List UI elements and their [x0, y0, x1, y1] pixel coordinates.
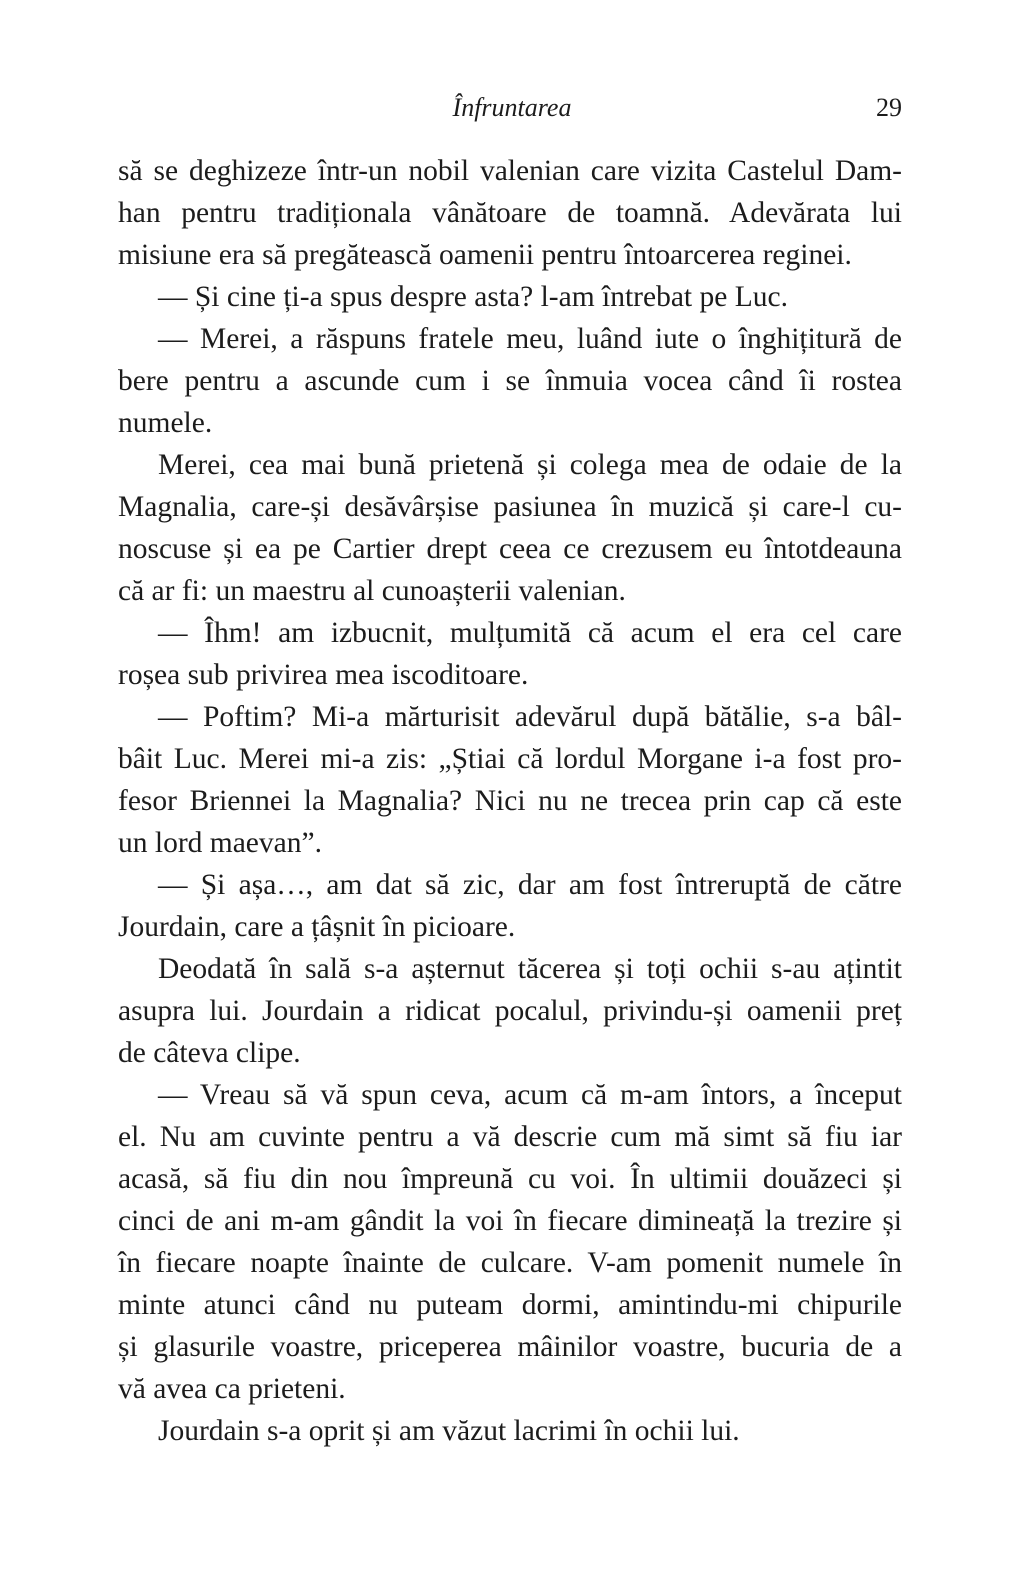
- paragraph: [118, 150, 902, 276]
- text-line: — Îhm! am izbucnit, mulțumită că acum el era cel care: [158, 617, 902, 649]
- text-line: — Și cine ți-a spus despre asta? l-am întrebat pe Luc.: [158, 281, 788, 313]
- text-line: roșea sub privirea mea iscoditoare.: [118, 659, 529, 691]
- text-line: și glasurile voastre, priceperea mâinilor voastre, bucuria de a: [118, 1331, 902, 1363]
- text-line: — Și așa…, am dat să zic, dar am fost întreruptă de către: [158, 869, 902, 901]
- text-line: — Poftim? Mi-a mărturisit adevărul după bătălie, s-a bâl-: [158, 701, 902, 733]
- text-line: minte atunci când nu puteam dormi, amintindu-mi chipurile: [118, 1289, 902, 1321]
- paragraph: [118, 696, 902, 864]
- paragraph: [118, 444, 902, 612]
- running-head: [0, 88, 1024, 128]
- text-line: — Merei, a răspuns fratele meu, luând iute o înghițitură de: [158, 323, 902, 355]
- paragraph: [118, 1410, 902, 1452]
- paragraph: [118, 948, 902, 1074]
- text-line: că ar fi: un maestru al cunoașterii valenian.: [118, 575, 626, 607]
- paragraph: [118, 864, 902, 948]
- text-line: bâit Luc. Merei mi-a zis: „Știai că lordul Morgane i-a fost pro-: [118, 743, 902, 775]
- text-line: misiune era să pregătească oamenii pentru întoarcerea reginei.: [118, 239, 852, 271]
- paragraph: [118, 318, 902, 444]
- paragraph: [118, 1074, 902, 1410]
- text-line: fesor Briennei la Magnalia? Nici nu ne trecea prin cap că este: [118, 785, 902, 817]
- text-line: han pentru tradiționala vânătoare de toamnă. Adevărata lui: [118, 197, 902, 229]
- running-title: Înfruntarea: [452, 93, 572, 122]
- text-line: numele.: [118, 407, 213, 439]
- text-line: bere pentru a ascunde cum i se înmuia vocea când îi rostea: [118, 365, 902, 397]
- paragraph: [118, 276, 902, 318]
- text-line: în fiecare noapte înainte de culcare. V-am pomenit numele în: [118, 1247, 902, 1279]
- text-line: noscuse și ea pe Cartier drept ceea ce crezusem eu întotdeauna: [118, 533, 902, 565]
- text-line: cinci de ani m-am gândit la voi în fiecare dimineață la trezire și: [118, 1205, 902, 1237]
- paragraph: [118, 612, 902, 696]
- text-line: Merei, cea mai bună prietenă și colega mea de odaie de la: [158, 449, 902, 481]
- text-line: asupra lui. Jourdain a ridicat pocalul, privindu-și oamenii preț: [118, 995, 902, 1027]
- text-line: de câteva clipe.: [118, 1037, 301, 1069]
- body-text: [118, 150, 902, 1452]
- text-line: vă avea ca prieteni.: [118, 1373, 346, 1405]
- text-line: un lord maevan”.: [118, 827, 322, 859]
- text-line: Jourdain s-a oprit și am văzut lacrimi în ochii lui.: [158, 1415, 740, 1447]
- page-number: 29: [876, 93, 902, 122]
- text-line: Jourdain, care a țâșnit în picioare.: [118, 911, 516, 943]
- text-line: Magnalia, care-și desăvârșise pasiunea în muzică și care-l cu-: [118, 491, 902, 523]
- text-line: — Vreau să vă spun ceva, acum că m-am întors, a început: [158, 1079, 902, 1111]
- text-line: acasă, să fiu din nou împreună cu voi. În ultimii douăzeci și: [118, 1163, 902, 1195]
- text-line: să se deghizeze într-un nobil valenian care vizita Castelul Dam-: [118, 155, 902, 187]
- text-line: Deodată în sală s-a așternut tăcerea și toți ochii s-au ațintit: [158, 953, 902, 985]
- text-line: el. Nu am cuvinte pentru a vă descrie cum mă simt să fiu iar: [118, 1121, 902, 1153]
